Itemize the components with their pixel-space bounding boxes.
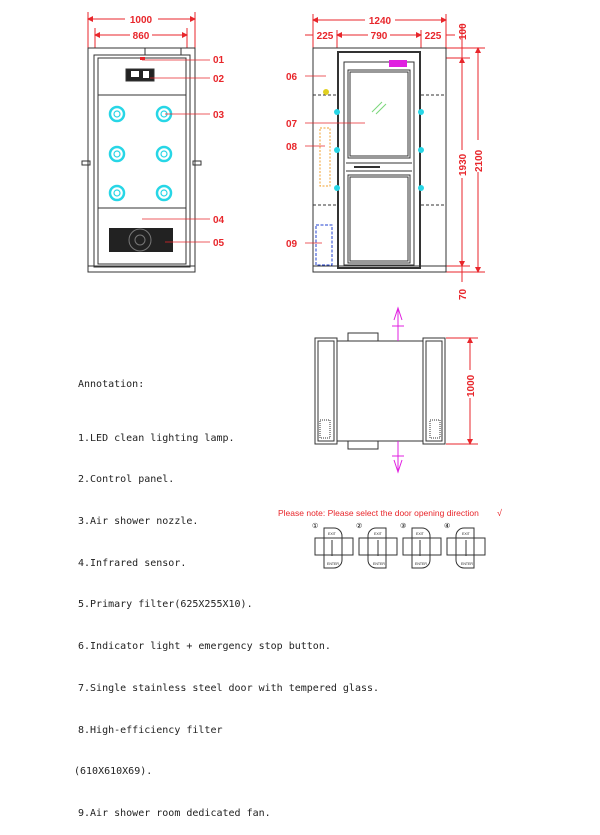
door-option-3[interactable] — [400, 522, 441, 568]
control-panel — [126, 69, 154, 81]
nozzles — [110, 107, 171, 200]
annotation-item: (610X610X69). — [74, 766, 153, 778]
annotation-item: 8.High-efficiency filter — [78, 724, 223, 736]
svg-text:EXIT: EXIT — [328, 532, 336, 536]
annotation-item: 6.Indicator light + emergency stop button. — [78, 641, 331, 653]
dim-door-height: 1930 — [458, 153, 469, 176]
door-direction-note: Please note: Please select the door opening direction — [278, 508, 479, 518]
emergency-stop-button — [323, 89, 329, 95]
svg-text:②: ② — [356, 522, 363, 530]
primary-filter-grille — [109, 228, 173, 252]
svg-text:ENTER: ENTER — [415, 562, 427, 566]
dim-width-outer: 1000 — [129, 15, 153, 26]
dim-bottom: 70 — [458, 288, 469, 300]
callout-04: 04 — [213, 215, 225, 226]
check-mark: √ — [497, 508, 502, 518]
fan — [316, 225, 332, 265]
dim-left: 225 — [316, 31, 334, 42]
annotation-item: 3.Air shower nozzle. — [78, 515, 199, 527]
svg-text:③: ③ — [400, 522, 407, 530]
annotation-list — [74, 350, 379, 835]
annotation-item: 9.Air shower room dedicated fan. — [78, 808, 271, 819]
dim-door: 790 — [370, 31, 388, 42]
hepa-filter — [320, 128, 330, 186]
svg-text:EXIT: EXIT — [416, 532, 424, 536]
callout-08: 08 — [286, 142, 298, 153]
svg-text:④: ④ — [444, 522, 451, 530]
door-closer — [389, 60, 407, 67]
callout-03: 03 — [213, 110, 225, 121]
annotation-item: 1.LED clean lighting lamp. — [78, 432, 235, 444]
svg-text:EXIT: EXIT — [374, 532, 382, 536]
dim-total-width: 1240 — [368, 16, 392, 27]
callout-05: 05 — [213, 238, 225, 249]
callout-07: 07 — [286, 119, 298, 130]
led-lamp — [140, 57, 145, 60]
callout-09: 09 — [286, 239, 298, 250]
dim-width-inner: 860 — [132, 31, 150, 42]
svg-text:ENTER: ENTER — [327, 562, 339, 566]
callout-06: 06 — [286, 72, 298, 83]
svg-text:ENTER: ENTER — [461, 562, 473, 566]
front-view — [82, 12, 225, 272]
dim-right: 225 — [424, 31, 442, 42]
annotation-item: 7.Single stainless steel door with tempered glass. — [78, 682, 380, 694]
side-view — [286, 14, 485, 300]
annotation-item: 4.Infrared sensor. — [78, 557, 187, 569]
door-option-4[interactable] — [444, 522, 485, 568]
dim-total-height: 2100 — [474, 149, 485, 172]
svg-text:ENTER: ENTER — [373, 562, 385, 566]
dim-top: 100 — [458, 23, 469, 40]
svg-text:①: ① — [312, 522, 319, 530]
callout-02: 02 — [213, 74, 225, 85]
dim-depth: 1000 — [466, 374, 477, 397]
callout-01: 01 — [213, 55, 225, 66]
annotation-title: Annotation: — [78, 378, 145, 390]
annotation-item: 2.Control panel. — [78, 474, 175, 486]
svg-text:EXIT: EXIT — [462, 532, 470, 536]
annotation-item: 5.Primary filter(625X255X10). — [78, 599, 253, 611]
